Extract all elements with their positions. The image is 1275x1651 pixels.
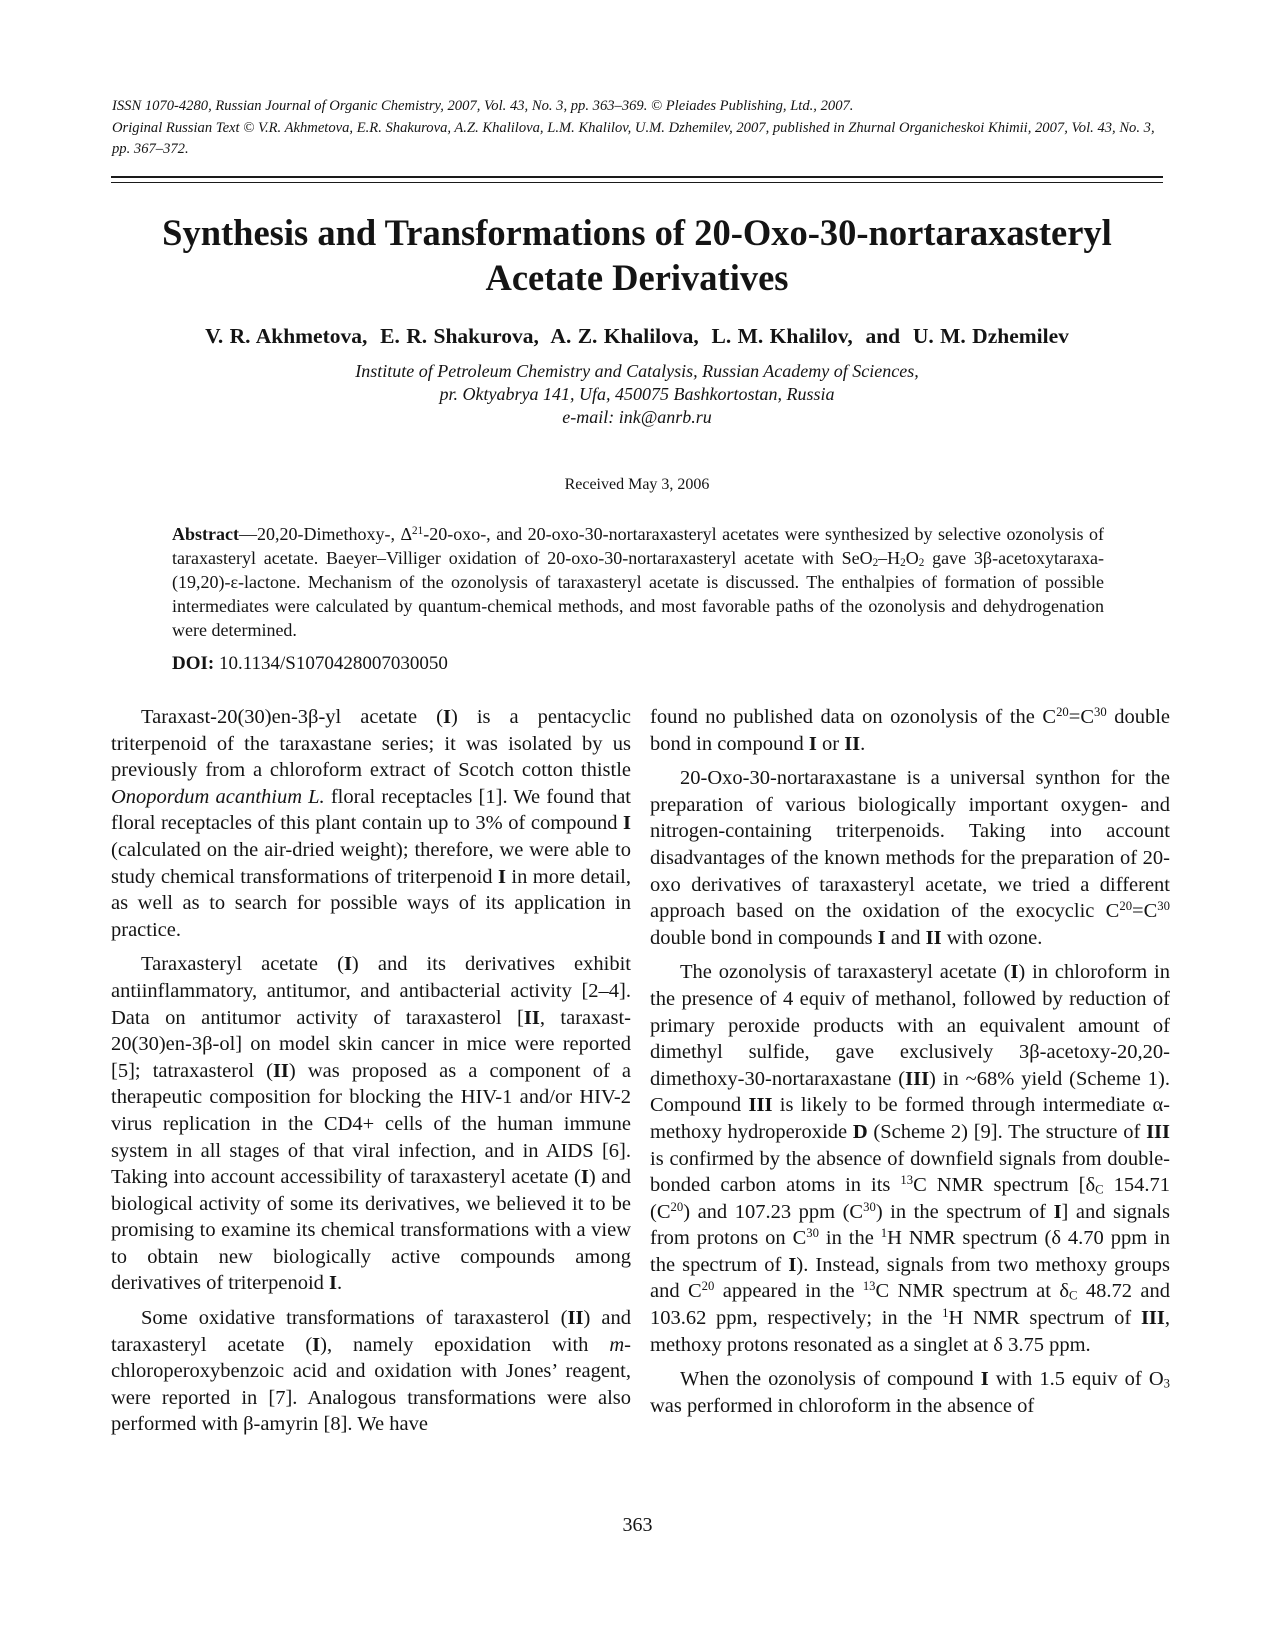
text-run: ) and 107.23 ppm (C: [683, 1200, 864, 1223]
text-run: 1: [942, 1306, 949, 1321]
text-run: 30: [1157, 899, 1170, 914]
abstract-text-run: O: [905, 548, 919, 568]
text-run: Taraxasteryl acetate (: [141, 953, 344, 976]
text-run: appeared in the: [714, 1280, 863, 1303]
text-run: 13: [900, 1173, 914, 1188]
affiliation-line-2: pr. Oktyabrya 141, Ufa, 450075 Bashkortostan, Russia: [439, 384, 835, 404]
text-run: , methoxy protons resonated as a singlet at δ 3.75 ppm.: [650, 1307, 1171, 1356]
journal-citation: ISSN 1070-4280, Russian Journal of Organic Chemistry, 2007, Vol. 43, No. 3, pp. 363–369. © Pleiades Publishing, Ltd., 2007.: [112, 98, 854, 114]
text-run: floral receptacles [1]. We found that floral receptacles of this plant contain up to 3% of compound: [111, 785, 631, 835]
text-run: When the ozonolysis of compound: [680, 1368, 981, 1391]
text-run: double bond in compounds: [650, 926, 878, 949]
left-paragraph-3: [111, 1305, 631, 1438]
abstract-text-run: gave 3β-acetoxytaraxa-(19,20)-ε-lactone. Mechanism of the ozonolysis of taraxasteryl acetate is discussed. The enthalpies of formation of possible intermediates were calculated by quantum-chemical methods, and most favorable paths of the ozonolysis and dehydrogenation were determined.: [172, 548, 1104, 640]
text-run: and: [885, 926, 926, 949]
text-run: 30: [806, 1226, 819, 1241]
left-column: [111, 704, 631, 1446]
doi: [172, 653, 448, 675]
text-run: ) and biological activity of some its derivatives, we believed it to be promising to examine its chemical transformations with a view to obtain new biologically active compounds among derivatives of triterpenoid: [111, 1166, 631, 1295]
text-run: II: [523, 1006, 540, 1029]
text-run: (calculated on the air-dried weight); therefore, we were able to study chemical transformations of triterpenoid: [111, 838, 631, 888]
title-line-1: Synthesis and Transformations of 20-Oxo-30-nortaraxasteryl: [162, 212, 1112, 253]
text-run: ) in chloroform in the presence of 4 equiv of methanol, followed by reduction of primary peroxide products with an equivalent amount of dimethyl sulfide, gave exclusively 3β-acetoxy-20,20-dimethoxy-30-nortaraxastane (: [650, 961, 1170, 1090]
doi-label: DOI:: [172, 653, 215, 674]
text-run: .: [860, 732, 866, 755]
text-run: ) in ~68% yield (Scheme 1). Compound: [650, 1067, 1170, 1117]
text-run: Some oxidative transformations of taraxasterol (: [141, 1307, 568, 1330]
text-run: III: [748, 1094, 773, 1117]
text-run: 20-Oxo-30-nortaraxastane is a universal synthon for the preparation of various biologically important oxygen- and nitrogen-containing triterpenoids. Taking into account disadvantages of the known methods for the preparation of 20-oxo derivatives of taraxasteryl acetate, we tried a different approach based on the oxidation of the exocyclic C: [650, 767, 1170, 923]
text-run: Onopordum acanthium L.: [111, 785, 325, 808]
text-run: I: [443, 706, 451, 728]
text-run: C NMR spectrum at δ: [875, 1280, 1070, 1303]
author-list: V. R. Akhmetova, E. R. Shakurova, A. Z. Khalilova, L. M. Khalilov, and U. M. Dzhemilev: [205, 324, 1069, 348]
text-run: The ozonolysis of taraxasteryl acetate (: [680, 961, 1011, 984]
text-run: ), namely epoxidation with: [320, 1333, 610, 1356]
text-run: is likely to be formed through intermediate α-methoxy hydroperoxide: [650, 1094, 1171, 1143]
text-run: was performed in chloroform in the absence of: [650, 1394, 1035, 1417]
text-run: D: [852, 1120, 868, 1143]
text-run: I: [580, 1166, 589, 1189]
left-paragraph-2: [111, 951, 631, 1297]
text-run: 30: [1094, 705, 1107, 720]
abstract-text-run: 2: [900, 557, 906, 570]
text-run: =C: [1068, 706, 1095, 728]
affiliation-line-1: Institute of Petroleum Chemistry and Catalysis, Russian Academy of Sciences,: [355, 361, 919, 381]
right-column: [650, 704, 1170, 1427]
text-run: I: [1010, 961, 1019, 984]
title-line-2: Acetate Derivatives: [485, 257, 789, 298]
text-run: I: [1053, 1200, 1062, 1223]
paper-title: [112, 210, 1162, 300]
abstract-text-run: –H: [878, 548, 901, 568]
page-number: 363: [622, 1514, 653, 1536]
text-run: is confirmed by the absence of downfield signals from double-bonded carbon atoms in its: [650, 1147, 1170, 1197]
abstract-text-run: —20,20-Dimethoxy-, Δ: [238, 524, 413, 544]
text-run: I: [808, 732, 817, 755]
text-run: 3: [1163, 1376, 1170, 1391]
text-run: with ozone.: [941, 926, 1043, 949]
text-run: ) is a pentacyclic triterpenoid of the taraxastane series; it was isolated by us previously from a chloroform extract of Scotch cotton thistle: [111, 706, 631, 782]
text-run: I: [497, 865, 506, 888]
text-run: -chloroperoxybenzoic acid and oxidation with Jones’ reagent, were reported in [7]. Analogous transformations were also performed with β-amyrin [8]. We have: [111, 1333, 631, 1436]
text-run: ). Instead, signals from two methoxy groups and C: [650, 1253, 1170, 1303]
text-run: 13: [862, 1279, 876, 1294]
text-run: ) in the spectrum of: [875, 1200, 1054, 1223]
text-run: III: [1140, 1307, 1165, 1330]
abstract-label: Abstract: [172, 524, 239, 544]
text-run: III: [1146, 1120, 1170, 1143]
text-run: ] and signals from protons on C: [650, 1200, 1170, 1250]
text-run: in the: [818, 1227, 881, 1250]
text-run: II: [272, 1059, 289, 1082]
text-run: Taraxast-20(30)en-3β-yl acetate (: [141, 706, 444, 728]
text-run: =C: [1132, 900, 1158, 923]
text-run: .: [337, 1272, 343, 1295]
doi-value[interactable]: 10.1134/S1070428007030050: [218, 653, 448, 674]
right-paragraph-2: [650, 765, 1170, 951]
text-run: C: [1069, 1289, 1078, 1303]
text-run: or: [816, 732, 845, 755]
text-run: I: [980, 1368, 989, 1391]
abstract-text-run: -20-oxo-, and 20-oxo-30-nortaraxasteryl acetates were synthesized by selective ozonolysis of taraxasteryl acetate. Baeyer–Villiger oxidation of 20-oxo-30-nortaraxasteryl acetate with SeO: [172, 524, 1104, 568]
text-run: m: [609, 1333, 625, 1356]
text-run: in more detail, as well as to search for possible ways of its application in practice.: [111, 865, 631, 941]
abstract: [172, 522, 1104, 642]
text-run: I: [343, 953, 352, 976]
text-run: ) and its derivatives exhibit antiinflammatory, antitumor, and antibacterial activity [2–4]. Data on antitumor activity of taraxasterol [: [111, 953, 631, 1029]
text-run: 20: [701, 1279, 715, 1294]
text-run: with 1.5 equiv of O: [988, 1368, 1164, 1391]
abstract-text-run: 2: [872, 557, 879, 570]
text-run: ) and taraxasteryl acetate (: [111, 1307, 631, 1356]
text-run: I: [623, 812, 631, 835]
text-run: III: [905, 1067, 930, 1090]
text-run: 154.71 (C: [650, 1174, 1171, 1223]
header-rule-bottom: [111, 182, 1163, 183]
text-run: ) was proposed as a component of a therapeutic composition for blocking the HIV-1 and/or HIV-2 virus replication in the CD4+ cells of the human immune system in all stages of that viral infection, and in AIDS [6]. Taking into account accessibility of taraxasteryl acetate (: [111, 1059, 631, 1189]
text-run: double bond in compound: [650, 706, 1170, 755]
text-run: 1: [880, 1226, 888, 1241]
text-run: 30: [863, 1199, 876, 1214]
text-run: (Scheme 2) [9]. The structure of: [867, 1120, 1147, 1143]
header-rule-top: [111, 176, 1163, 178]
right-paragraph-1: [650, 704, 1170, 757]
author-email: e-mail: ink@anrb.ru: [562, 407, 712, 427]
text-run: I: [788, 1253, 797, 1276]
abstract-text-run: 21: [412, 524, 424, 537]
text-run: II: [844, 732, 861, 755]
text-run: I: [877, 926, 886, 949]
text-run: C NMR spectrum [δ: [913, 1174, 1096, 1197]
text-run: 48.72 and 103.62 ppm, respectively; in the: [650, 1280, 1170, 1330]
text-run: II: [567, 1307, 584, 1330]
original-text-note: Original Russian Text © V.R. Akhmetova, E.R. Shakurova, A.Z. Khalilova, L.M. Khalilov, U.M. Dzhemilev, 2007, published in Zhurnal Organicheskoi Khimii, 2007, Vol. 43, No. 3, pp. 367–372.: [112, 120, 1155, 157]
text-run: found no published data on ozonolysis of the C: [650, 706, 1057, 728]
received-date: Received May 3, 2006: [564, 476, 710, 493]
right-paragraph-4: [650, 1366, 1170, 1419]
text-run: I: [312, 1333, 321, 1356]
text-run: H NMR spectrum of: [948, 1307, 1141, 1330]
right-paragraph-3: [650, 959, 1170, 1358]
text-run: I: [329, 1272, 338, 1295]
text-run: II: [925, 926, 942, 949]
left-paragraph-1: [111, 704, 631, 943]
text-run: 20: [1119, 899, 1133, 914]
abstract-text-run: 2: [918, 557, 925, 570]
text-run: , taraxast-20(30)en-3β-ol] on model skin cancer in mice were reported [5]; tatraxasterol (: [111, 1006, 631, 1082]
text-run: 20: [1056, 705, 1069, 720]
text-run: 20: [670, 1199, 684, 1214]
text-run: C: [1095, 1182, 1104, 1197]
text-run: H NMR spectrum (δ 4.70 ppm in the spectrum of: [650, 1227, 1170, 1276]
